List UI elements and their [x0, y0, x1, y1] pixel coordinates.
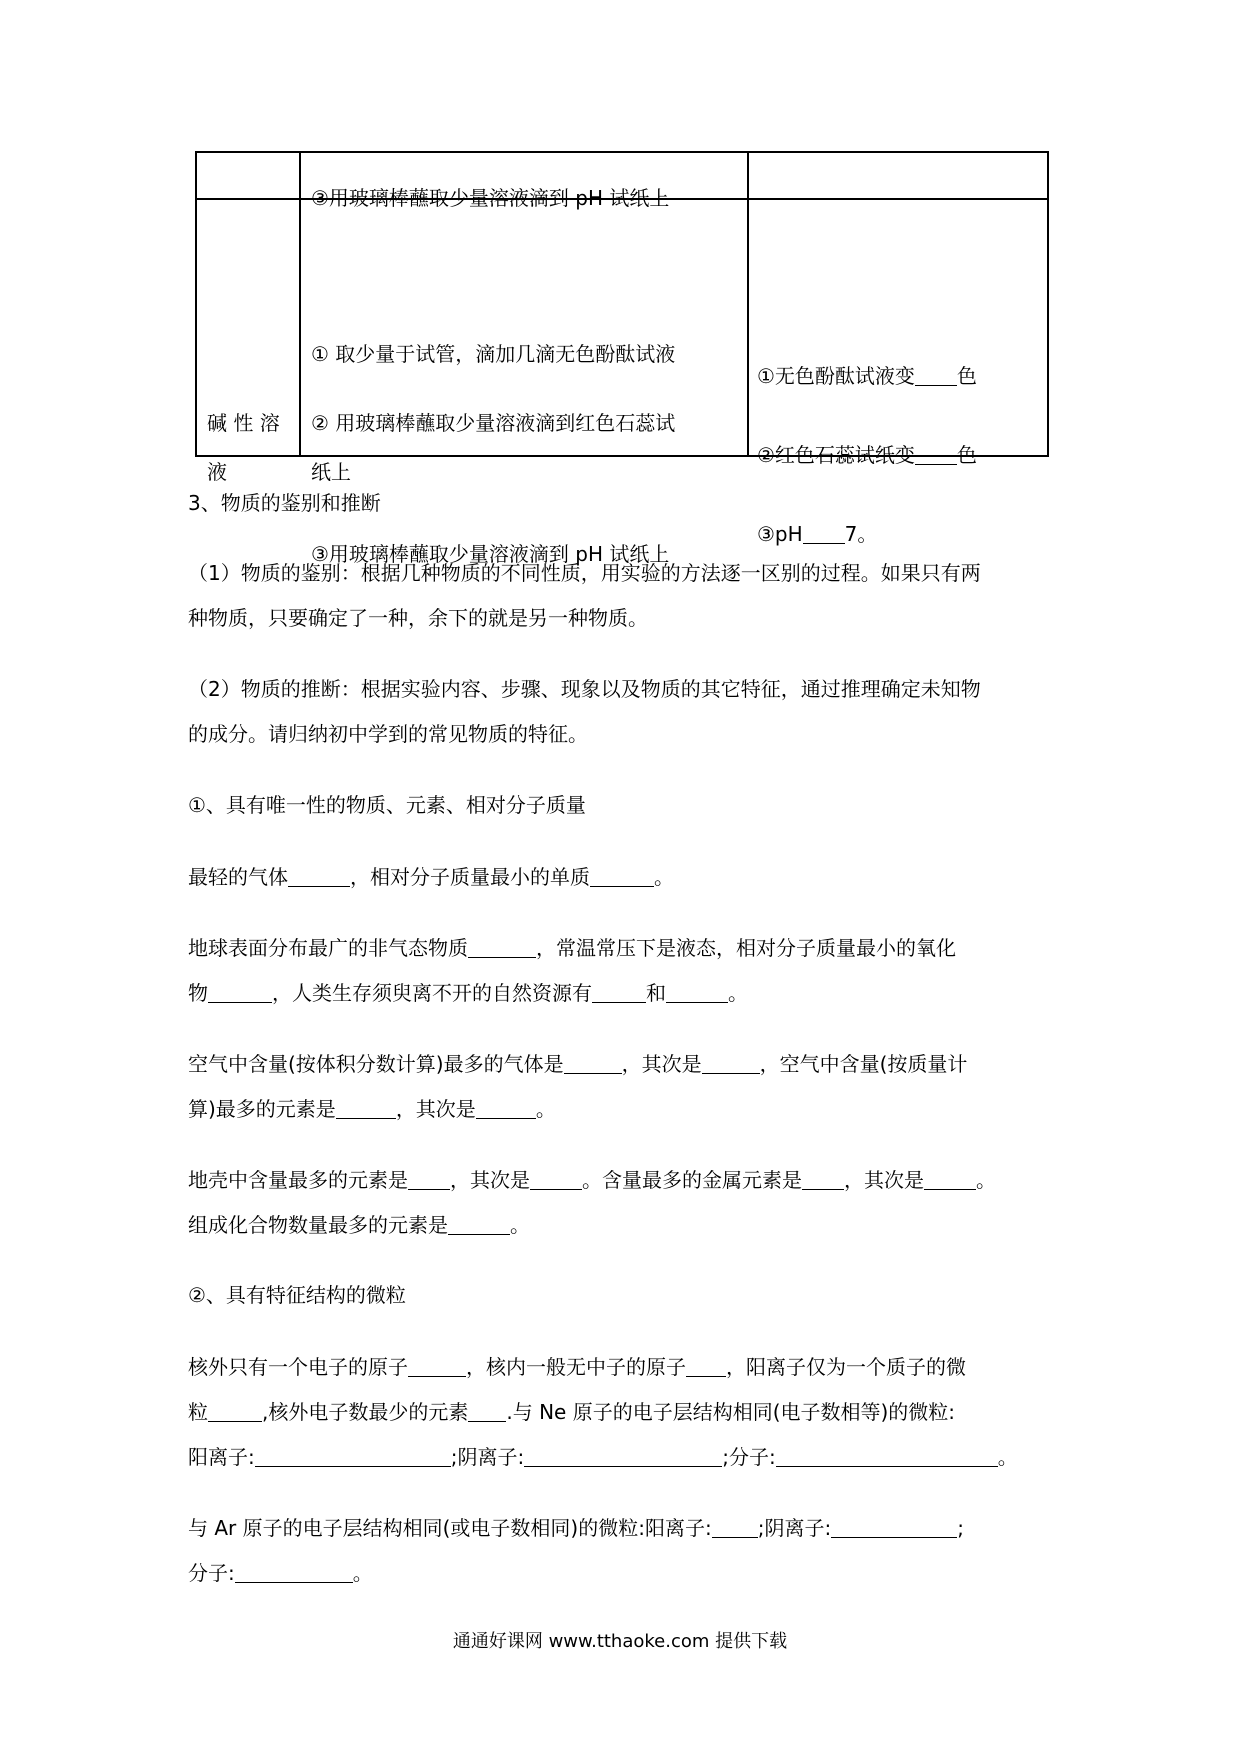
question-line: 核外只有一个电子的原子 ，核内一般无中子的原子 ，阳离子仅为一个质子的微 — [188, 1355, 966, 1379]
answer-blank[interactable] — [408, 1169, 450, 1190]
answer-blank[interactable] — [208, 982, 272, 1003]
solution-type-cell — [196, 152, 300, 199]
question-line: 地壳中含量最多的元素是 ，其次是 。含量最多的金属元素是 ，其次是 。 — [188, 1168, 996, 1192]
answer-blank[interactable] — [702, 1053, 760, 1074]
step-text: 纸上 — [311, 459, 351, 484]
paragraph-line: 种物质，只要确定了一种，余下的就是另一种物质。 — [188, 606, 648, 630]
answer-blank[interactable] — [686, 1356, 726, 1377]
answer-blank[interactable] — [803, 523, 845, 544]
paragraph-line: 的成分。请归纳初中学到的常见物质的特征。 — [188, 722, 588, 746]
question-line: 与 Ar 原子的电子层结构相同(或电子数相同)的微粒:阳离子: ;阴离子: ; — [188, 1516, 964, 1540]
answer-blank[interactable] — [776, 1446, 998, 1467]
page-footer: 通通好课网 www.tthaoke.com 提供下载 — [452, 1631, 788, 1652]
answer-blank[interactable] — [408, 1356, 466, 1377]
section-heading: 3、物质的鉴别和推断 — [188, 491, 381, 515]
answer-blank[interactable] — [448, 1214, 510, 1235]
solution-type-line: 碱 性 溶 — [207, 410, 280, 435]
answer-blank[interactable] — [915, 365, 957, 386]
question-line: 最轻的气体 ，相对分子质量最小的单质 。 — [188, 865, 674, 889]
answer-blank[interactable] — [336, 1098, 396, 1119]
subsection-heading: ②、具有特征结构的微粒 — [188, 1283, 406, 1307]
answer-blank[interactable] — [590, 866, 654, 887]
answer-blank[interactable] — [924, 1169, 976, 1190]
question-line: 物 ，人类生存须臾离不开的自然资源有 和 。 — [188, 981, 748, 1005]
question-line: 粒 ,核外电子数最少的元素 .与 Ne 原子的电子层结构相同(电子数相等)的微粒: — [188, 1400, 956, 1424]
table-row — [196, 152, 1048, 199]
solution-type-cell — [196, 199, 300, 484]
question-line: 组成化合物数量最多的元素是 。 — [188, 1213, 530, 1237]
answer-blank[interactable] — [666, 982, 728, 1003]
table-row — [196, 199, 1048, 456]
answer-blank[interactable] — [255, 1446, 451, 1467]
answer-blank[interactable] — [712, 1517, 758, 1538]
result-cell — [748, 152, 1048, 199]
answer-blank[interactable] — [802, 1169, 844, 1190]
question-line: 空气中含量(按体积分数计算)最多的气体是 ，其次是 ，空气中含量(按质量计 — [188, 1052, 968, 1076]
answer-blank[interactable] — [468, 937, 536, 958]
answer-blank[interactable] — [592, 982, 646, 1003]
paragraph-line: （1）物质的鉴别：根据几种物质的不同性质，用实验的方法逐一区别的过程。如果只有两 — [188, 561, 981, 585]
step-text: ① 取少量于试管，滴加几滴无色酚酞试液 — [311, 341, 676, 366]
answer-blank[interactable] — [208, 1401, 262, 1422]
answer-blank[interactable] — [468, 1401, 506, 1422]
step-text: ② 用玻璃棒蘸取少量溶液滴到红色石蕊试 — [311, 410, 676, 435]
answer-blank[interactable] — [530, 1169, 582, 1190]
steps-cell — [300, 152, 748, 210]
answer-blank[interactable] — [288, 866, 350, 887]
question-line: 地球表面分布最广的非气态物质 ，常温常压下是液态，相对分子质量最小的氧化 — [188, 936, 956, 960]
result-line: ③pH 7。 — [757, 521, 878, 546]
result-line: ②红色石蕊试纸变 色 — [757, 442, 977, 467]
answer-blank[interactable] — [235, 1562, 353, 1583]
step-text: ③用玻璃棒蘸取少量溶液滴到 pH 试纸上 — [311, 541, 670, 566]
result-line: ①无色酚酞试液变 色 — [757, 363, 977, 388]
solution-type-line: 液 — [207, 459, 227, 484]
answer-blank[interactable] — [915, 444, 957, 465]
answer-blank[interactable] — [524, 1446, 722, 1467]
step-text: ③用玻璃棒蘸取少量溶液滴到 pH 试纸上 — [311, 185, 670, 210]
question-line: 算)最多的元素是 ，其次是 。 — [188, 1097, 556, 1121]
question-line: 分子: 。 — [188, 1561, 373, 1585]
subsection-heading: ①、具有唯一性的物质、元素、相对分子质量 — [188, 793, 586, 817]
answer-blank[interactable] — [476, 1098, 536, 1119]
answer-blank[interactable] — [831, 1517, 957, 1538]
paragraph-line: （2）物质的推断：根据实验内容、步骤、现象以及物质的其它特征，通过推理确定未知物 — [188, 677, 981, 701]
steps-cell — [300, 199, 748, 566]
result-cell — [748, 199, 1048, 546]
question-line: 阳离子: ;阴离子: ;分子: 。 — [188, 1445, 1018, 1469]
answer-blank[interactable] — [564, 1053, 622, 1074]
